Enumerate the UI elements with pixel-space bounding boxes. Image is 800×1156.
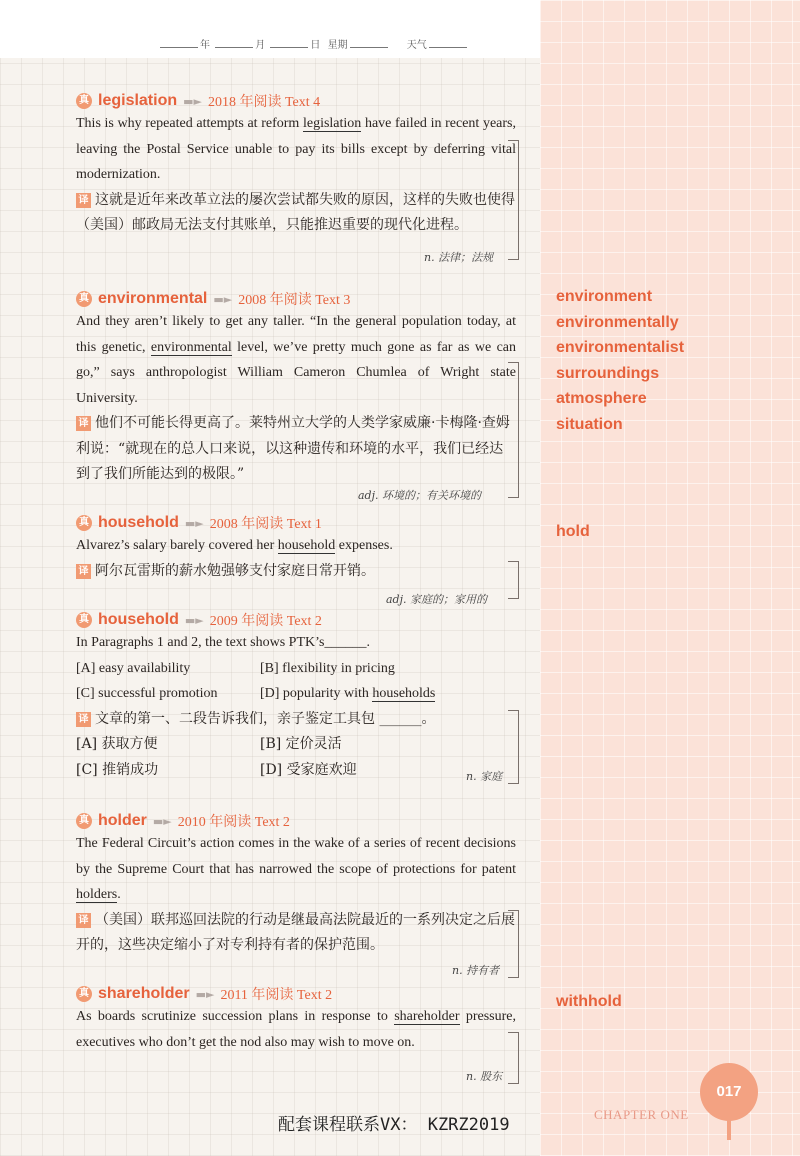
arrow-icon: ▬►: [195, 987, 215, 1001]
chapter-label: CHAPTER ONE: [594, 1107, 689, 1122]
english-sentence: As boards scrutinize succession plans in response to shareholder pressure, executives who don’t get the nod also may wish to move on.: [76, 1009, 517, 1050]
headword: household: [98, 514, 179, 531]
entry-environmental: [76, 289, 516, 488]
related-words-household: [556, 519, 590, 545]
source-label: 2018 年阅读 Text 4: [207, 95, 321, 110]
related-words-shareholder: [556, 989, 622, 1015]
question-text: In Paragraphs 1 and 2, the text shows PTK’s______.: [76, 635, 370, 650]
gloss-text: n. 家庭: [466, 770, 503, 783]
headword: shareholder: [98, 985, 190, 1002]
arrow-icon: ▬►: [183, 94, 202, 108]
entry-household-1: [76, 513, 516, 584]
entry-legislation: [76, 91, 516, 239]
gloss-bracket: [508, 910, 519, 978]
source-label: 2008 年阅读 Text 3: [238, 293, 351, 308]
option-c: [C] successful promotion: [76, 686, 218, 701]
zhen-seal-icon: 真: [76, 612, 92, 628]
chinese-options-grid: [A] 获取方便 [B] 定价灵活 [C] 推销成功 [D] 受家庭欢迎: [76, 736, 357, 778]
headword: legislation: [98, 92, 178, 109]
related-word: situation: [556, 415, 623, 433]
watermark-text: 配套课程联系VX： KZRZ2019: [278, 1115, 510, 1135]
arrow-icon: ▬►: [152, 814, 172, 828]
weather-label: 天气: [406, 40, 427, 51]
gloss-bracket: [508, 140, 519, 260]
gloss-text: adj. 家庭的；家用的: [386, 593, 488, 606]
gloss-text: n. 持有者: [452, 964, 500, 977]
yi-badge-icon: 译: [76, 913, 91, 928]
yi-badge-icon: 译: [76, 564, 91, 579]
english-sentence: This is why repeated attempts at reform legislation have failed in recent years, leaving the Postal Service unable to pay its bills except by deferring vital modernization.: [76, 116, 516, 182]
gloss-bracket: [508, 362, 519, 498]
related-word: environment: [556, 288, 653, 305]
gloss-bracket: [508, 561, 519, 599]
yi-badge-icon: 译: [76, 416, 91, 431]
arrow-icon: ▬►: [184, 516, 204, 530]
day-label: 日: [310, 40, 321, 51]
gloss-text: n. 法律；法规: [424, 251, 494, 264]
options-grid: [76, 656, 516, 707]
chinese-translation: 译 （美国）联邦巡回法院的行动是继最高法院最近的一系列决定之后展开的，这些决定缩小了对专利持有者的保护范围。: [76, 911, 515, 953]
yi-badge-icon: 译: [76, 193, 91, 208]
year-label: 年: [200, 40, 210, 51]
date-header: [0, 0, 540, 58]
headword: household: [98, 611, 179, 628]
related-word: atmosphere: [556, 390, 647, 407]
entry-household-2: [76, 610, 516, 783]
zhen-seal-icon: 真: [76, 291, 92, 307]
related-word: environmentalist: [556, 339, 685, 356]
chinese-translation: 译 这就是近年来改革立法的屡次尝试都失败的原因，这样的失败也使得（美国）邮政局无法支付其账单，只能推迟重要的现代化进程。: [76, 191, 515, 233]
related-word: environmentally: [556, 313, 679, 331]
source-label: 2011 年阅读 Text 2: [220, 988, 333, 1003]
source-label: 2008 年阅读 Text 1: [209, 517, 322, 532]
source-label: 2010 年阅读 Text 2: [177, 815, 290, 830]
arrow-icon: ▬►: [184, 613, 204, 627]
option-b: [B] flexibility in pricing: [260, 660, 395, 676]
chinese-question: 译 文章的第一、二段告诉我们，亲子鉴定工具包 ______。: [76, 707, 516, 733]
headword: environmental: [98, 290, 208, 307]
gloss-text: n. 股东: [466, 1070, 503, 1083]
option-d: [D] popularity with households: [260, 686, 436, 701]
yi-badge-icon: 译: [76, 712, 91, 727]
zhen-seal-icon: 真: [76, 93, 92, 109]
entry-shareholder: [76, 984, 516, 1055]
chinese-translation: 译 阿尔瓦雷斯的薪水勉强够支付家庭日常开销。: [76, 559, 516, 585]
zhen-seal-icon: 真: [76, 986, 92, 1002]
related-word: hold: [556, 523, 590, 540]
zhen-seal-icon: 真: [76, 813, 92, 829]
gloss-bracket: [508, 710, 519, 784]
related-word: withhold: [556, 993, 622, 1010]
weekday-label: 星期: [327, 40, 348, 51]
page-number-badge: 017: [700, 1063, 758, 1121]
headword: holder: [98, 812, 147, 829]
chinese-translation: 译 他们不可能长得更高了。莱特州立大学的人类学家威廉·卡梅隆·查姆利说：“就现在的总人口来说，以这种遗传和环境的水平，我们已经达到了我们所能达到的极限。”: [76, 415, 510, 482]
page-badge-stem: [727, 1118, 731, 1140]
option-a: [A] easy availability: [76, 660, 191, 676]
related-words-environmental: [556, 284, 684, 437]
arrow-icon: ▬►: [213, 292, 233, 306]
english-sentence: The Federal Circuit’s action comes in the wake of a series of recent decisions by the Supreme Court that has narrowed the scope of protections for patent holders.: [76, 836, 516, 902]
month-label: 月: [255, 40, 266, 51]
related-words-column: [540, 0, 800, 1156]
english-sentence: And they aren’t likely to get any taller. “In the general population today, at this genetic, environmental level, we’ve pretty much gone as far as we can go,” says anthropologist William Cameron Chumlea of Wright state University.: [76, 314, 516, 406]
zhen-seal-icon: 真: [76, 515, 92, 531]
related-word: surroundings: [556, 364, 660, 382]
source-label: 2009 年阅读 Text 2: [209, 614, 322, 629]
gloss-bracket: [508, 1032, 519, 1084]
entry-holder: [76, 811, 516, 959]
gloss-text: adj. 环境的；有关环境的: [358, 489, 482, 502]
english-sentence: Alvarez’s salary barely covered her household expenses.: [76, 538, 393, 553]
